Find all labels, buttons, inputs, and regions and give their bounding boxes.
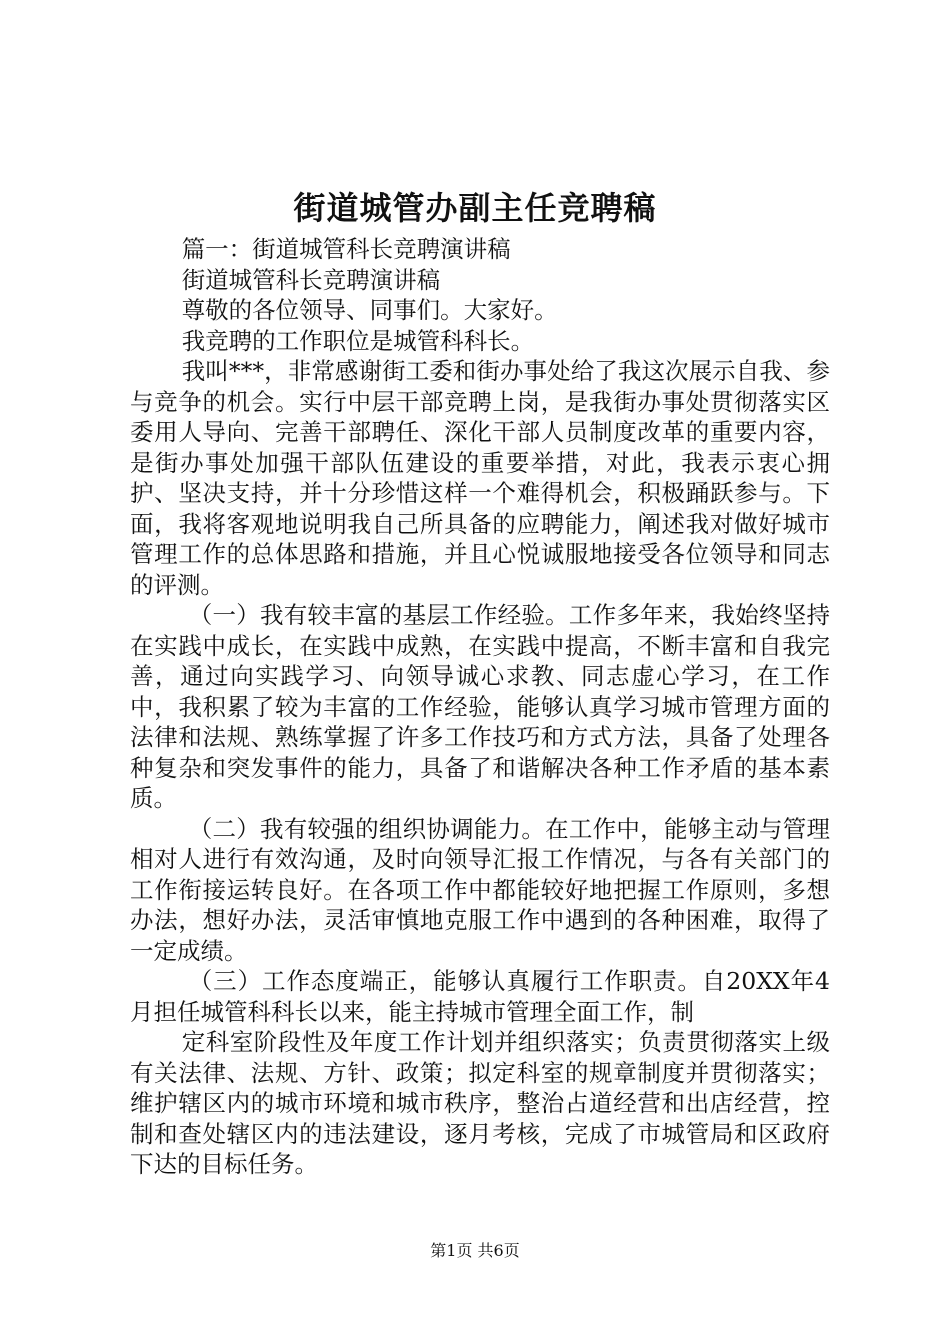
document-title: 街道城管办副主任竞聘稿 [293, 189, 657, 227]
paragraph: （一）我有较丰富的基层工作经验。工作多年来，我始终坚持在实践中成长，在实践中成熟，在实践中提高，不断丰富和自我完善，通过向实践学习、向领导诚心求教、同志虚心学习，在工作中，我积累了较为丰富的工作经验，能够认真学习城市管理方面的法律和法规、熟练掌握了许多工作技巧和方式方法，具备了处理各种复杂和突发事件的能力，具备了和谐解决各种工作矛盾的基本素质。 [130, 601, 830, 812]
document-body [130, 234, 830, 1180]
paragraph: 我竞聘的工作职位是城管科科长。 [181, 326, 535, 355]
paragraph: 街道城管科长竞聘演讲稿 [181, 265, 441, 294]
paragraph: 篇一：街道城管科长竞聘演讲稿 [181, 235, 511, 263]
page-footer: 第1页 共6页 [430, 1241, 520, 1260]
paragraph: （三）工作态度端正，能够认真履行工作职责。自20XX年4月担任城管科科长以来，能主持城市管理全面工作，制 [130, 967, 830, 1026]
paragraph: 定科室阶段性及年度工作计划并组织落实；负责贯彻落实上级有关法律、法规、方针、政策；拟定科室的规章制度并贯彻落实；维护辖区内的城市环境和城市秩序，整治占道经营和出店经营，控制和查处辖区内的违法建设，逐月考核，完成了市城管局和区政府下达的目标任务。 [130, 1028, 830, 1178]
paragraph: 我叫***，非常感谢街工委和街办事处给了我这次展示自我、参与竞争的机会。实行中层干部竞聘上岗，是我街办事处贯彻落实区委用人导向、完善干部聘任、深化干部人员制度改革的重要内容，是街办事处加强干部队伍建设的重要举措，对此，我表示衷心拥护、坚决支持，并十分珍惜这样一个难得机会，积极踊跃参与。下面，我将客观地说明我自己所具备的应聘能力，阐述我对做好城市管理工作的总体思路和措施，并且心悦诚服地接受各位领导和同志的评测。 [130, 357, 830, 599]
paragraph: 尊敬的各位领导、同事们。大家好。 [181, 296, 558, 324]
paragraph: （二）我有较强的组织协调能力。在工作中，能够主动与管理相对人进行有效沟通，及时向领导汇报工作情况，与各有关部门的工作衔接运转良好。在各项工作中都能较好地把握工作原则，多想办法，想好办法，灵活审慎地克服工作中遇到的各种困难，取得了一定成绩。 [130, 814, 830, 965]
